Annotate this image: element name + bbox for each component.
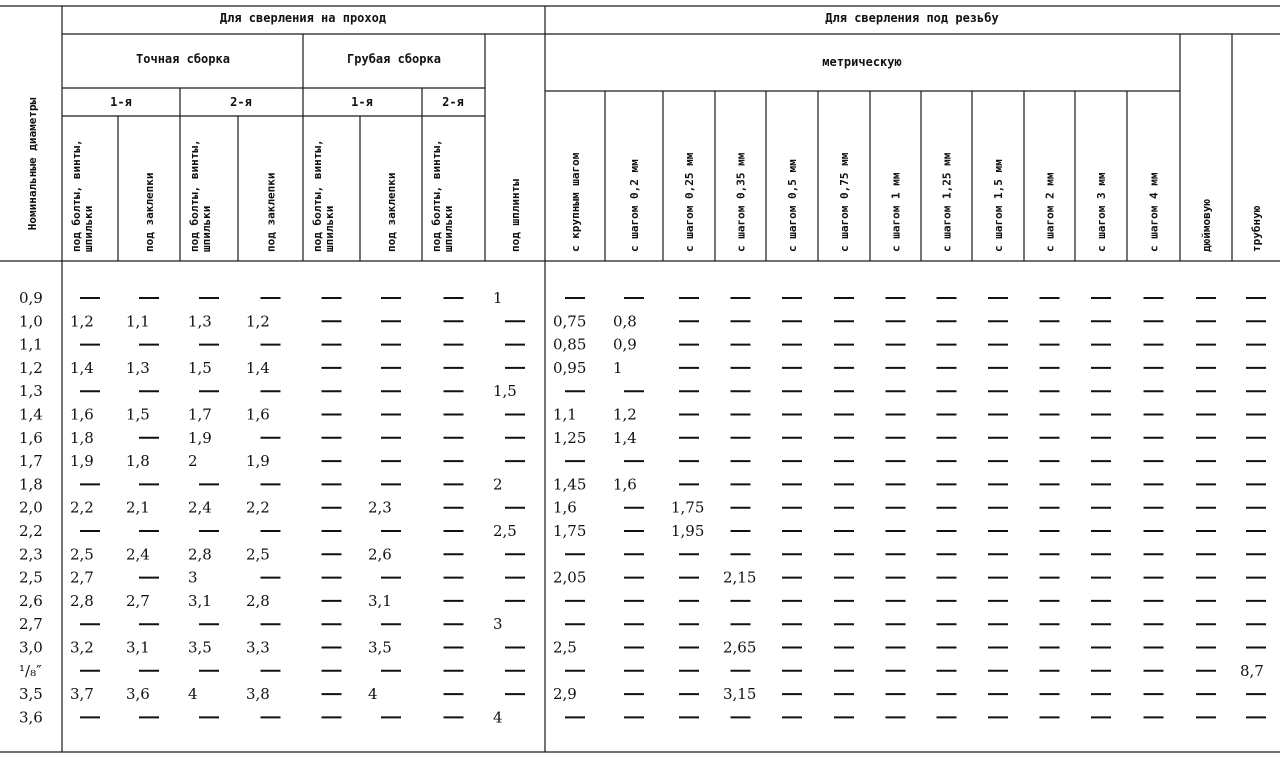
value-cell: 3,3 xyxy=(246,638,270,657)
value-cell: 3 xyxy=(188,568,198,587)
table-row xyxy=(19,429,1266,447)
value-cell: 1,25 xyxy=(553,428,587,447)
value-cell: 2,1 xyxy=(126,498,150,517)
value-cell: 1,3 xyxy=(126,358,150,377)
value-cell: 1 xyxy=(493,289,503,307)
diameter-cell: 1,1 xyxy=(19,335,43,354)
value-cell: 3,1 xyxy=(126,638,150,657)
table-row xyxy=(19,662,1264,680)
header-fine-assembly: Точная сборка xyxy=(136,52,230,66)
value-cell: 1,4 xyxy=(613,428,637,447)
value-cell: 0,75 xyxy=(553,312,587,331)
value-cell: 2,8 xyxy=(70,591,94,610)
value-cell: 1,75 xyxy=(553,522,587,540)
value-cell: 4 xyxy=(188,685,198,704)
table-row xyxy=(19,406,1266,424)
header-series-2-rough: 2-я xyxy=(442,95,464,109)
value-cell: 1,1 xyxy=(126,312,150,331)
diameter-cell: 2,0 xyxy=(19,498,43,517)
table-row xyxy=(19,569,1266,587)
value-cell: 2,5 xyxy=(246,545,270,564)
value-cell: 1,2 xyxy=(70,312,94,331)
diameter-cell: 3,6 xyxy=(19,708,43,727)
value-cell: 1,9 xyxy=(70,452,94,471)
value-cell: 2,5 xyxy=(70,545,94,564)
table-row xyxy=(19,545,1266,563)
value-cell: 1,95 xyxy=(671,522,705,540)
header-series-1-rough: 1-я xyxy=(351,95,373,109)
diameter-cell: 2,7 xyxy=(19,615,43,634)
diameter-cell: 3,0 xyxy=(19,638,43,657)
value-cell: 2,9 xyxy=(553,685,577,704)
column-header: с шагом 3 мм xyxy=(1095,172,1108,252)
diameter-cell: 2,3 xyxy=(19,545,43,564)
column-header: с шагом 1,5 мм xyxy=(992,159,1005,252)
diameter-cell: 2,2 xyxy=(19,522,43,540)
table-row xyxy=(19,499,1266,517)
value-cell: 2 xyxy=(188,452,198,471)
value-cell: 3,2 xyxy=(70,638,94,657)
value-cell: 1,1 xyxy=(553,405,577,424)
value-cell: 3,1 xyxy=(368,591,392,610)
value-cell: 2,7 xyxy=(126,591,150,610)
column-header: дюймовую xyxy=(1200,199,1213,252)
value-cell: 1,5 xyxy=(188,358,212,377)
value-cell: 0,8 xyxy=(613,312,637,331)
table-row xyxy=(19,452,1266,470)
value-cell: 2,05 xyxy=(553,568,587,587)
value-cell: 2,2 xyxy=(70,498,94,517)
table-row xyxy=(19,708,1266,726)
value-cell: 3,15 xyxy=(723,685,757,704)
header-series-1-fine: 1-я xyxy=(110,95,132,109)
value-cell: 2,7 xyxy=(70,568,94,587)
column-header: с шагом 0,2 мм xyxy=(628,159,641,252)
value-cell: 3,1 xyxy=(188,591,212,610)
column-header: под болты, винты,шпильки xyxy=(70,139,95,252)
table-row xyxy=(19,522,1266,540)
value-cell: 2,8 xyxy=(246,591,270,610)
value-cell: 2,6 xyxy=(368,545,392,564)
value-cell: 2,2 xyxy=(246,498,270,517)
header-nominal-diameters: Номинальные диаметры xyxy=(26,97,39,231)
value-cell: 8,7 xyxy=(1240,661,1264,680)
diameter-cell: 3,5 xyxy=(19,685,43,704)
value-cell: 1,7 xyxy=(188,405,212,424)
table-row xyxy=(19,685,1266,703)
value-cell: 1,6 xyxy=(553,498,577,517)
value-cell: 1,75 xyxy=(671,498,705,517)
value-cell: 1,6 xyxy=(246,405,270,424)
value-cell: 1,4 xyxy=(246,358,270,377)
diameter-cell: 1,3 xyxy=(19,382,43,401)
diameter-cell: 2,6 xyxy=(19,591,43,610)
table-row xyxy=(19,615,1266,633)
diameter-cell: 1,7 xyxy=(19,452,43,471)
value-cell: 1,8 xyxy=(126,452,150,471)
table-row xyxy=(19,639,1266,657)
column-header: с шагом 4 мм xyxy=(1147,172,1161,252)
table-row xyxy=(19,312,1266,330)
header-group-pass: Для сверления на проход xyxy=(219,11,387,25)
column-headers xyxy=(70,139,1263,252)
value-cell: 2,5 xyxy=(493,522,517,540)
value-cell: 1,9 xyxy=(188,428,212,447)
value-cell: 2,4 xyxy=(188,498,212,517)
diameter-cell: 1,2 xyxy=(19,358,43,377)
value-cell: 1,5 xyxy=(126,405,150,424)
value-cell: 1,4 xyxy=(70,358,94,377)
value-cell: 4 xyxy=(493,708,503,727)
column-header: с шагом 1 мм xyxy=(889,172,903,252)
diameter-cell: 2,5 xyxy=(19,568,43,587)
value-cell: 1,45 xyxy=(553,475,587,494)
diameter-cell: 0,9 xyxy=(19,289,43,307)
value-cell: 1,3 xyxy=(188,312,212,331)
column-header: под болты, винты,шпильки xyxy=(430,139,455,252)
value-cell: 0,9 xyxy=(613,335,637,354)
column-header: с шагом 1,25 мм xyxy=(940,152,954,252)
column-header: под болты, винты,шпильки xyxy=(311,139,336,252)
value-cell: 0,85 xyxy=(553,335,587,354)
column-header: под заклепки xyxy=(143,172,156,252)
value-cell: 4 xyxy=(368,685,378,704)
column-header: с шагом 0,35 мм xyxy=(734,152,748,252)
value-cell: 2,3 xyxy=(368,498,392,517)
value-cell: 1,8 xyxy=(70,428,94,447)
column-header: с шагом 0,5 мм xyxy=(786,159,799,252)
value-cell: 0,95 xyxy=(553,358,587,377)
header-series-2-fine: 2-я xyxy=(230,95,252,109)
column-header: с шагом 0,75 мм xyxy=(838,152,851,252)
value-cell: 1,2 xyxy=(613,405,637,424)
value-cell: 2,5 xyxy=(553,638,577,657)
diameter-cell: ¹/₈″ xyxy=(19,661,42,680)
value-cell: 3,7 xyxy=(70,685,94,704)
value-cell: 1,9 xyxy=(246,452,270,471)
value-cell: 2,8 xyxy=(188,545,212,564)
value-cell: 3,6 xyxy=(126,685,150,704)
table-row xyxy=(19,592,1266,610)
value-cell: 3,8 xyxy=(246,685,270,704)
value-cell: 3,5 xyxy=(188,638,212,657)
value-cell: 1,6 xyxy=(613,475,637,494)
table-row xyxy=(19,359,1266,377)
value-cell: 2,15 xyxy=(723,568,757,587)
value-cell: 1,6 xyxy=(70,405,94,424)
value-cell: 1 xyxy=(613,358,623,377)
column-header: под заклепки xyxy=(264,172,278,252)
table-row xyxy=(19,336,1266,354)
header-rough-assembly: Грубая сборка xyxy=(347,52,441,66)
header-metric: метрическую xyxy=(822,55,902,69)
value-cell: 2,65 xyxy=(723,638,757,657)
table-body xyxy=(19,289,1266,726)
column-header: под заклепки xyxy=(385,172,398,252)
column-header: с шагом 2 мм xyxy=(1043,172,1057,252)
value-cell: 2 xyxy=(493,475,503,494)
header-group-thread: Для сверления под резьбу xyxy=(825,11,999,25)
column-header: под шплинты xyxy=(509,179,522,252)
table-row xyxy=(19,475,1266,493)
column-header: трубную xyxy=(1250,205,1263,252)
column-header: с крупным шагом xyxy=(569,152,582,252)
value-cell: 3 xyxy=(493,615,503,634)
value-cell: 2,4 xyxy=(126,545,150,564)
column-header: под болты, винты,шпильки xyxy=(188,139,213,252)
column-header: с шагом 0,25 мм xyxy=(683,152,696,252)
diameter-cell: 1,6 xyxy=(19,428,43,447)
value-cell: 1,2 xyxy=(246,312,270,331)
diameter-cell: 1,0 xyxy=(19,312,43,331)
table-row xyxy=(19,289,1266,307)
value-cell: 1,5 xyxy=(493,382,517,401)
diameter-cell: 1,4 xyxy=(19,405,43,424)
diameter-cell: 1,8 xyxy=(19,475,43,494)
value-cell: 3,5 xyxy=(368,638,392,657)
table-row xyxy=(19,382,1266,400)
